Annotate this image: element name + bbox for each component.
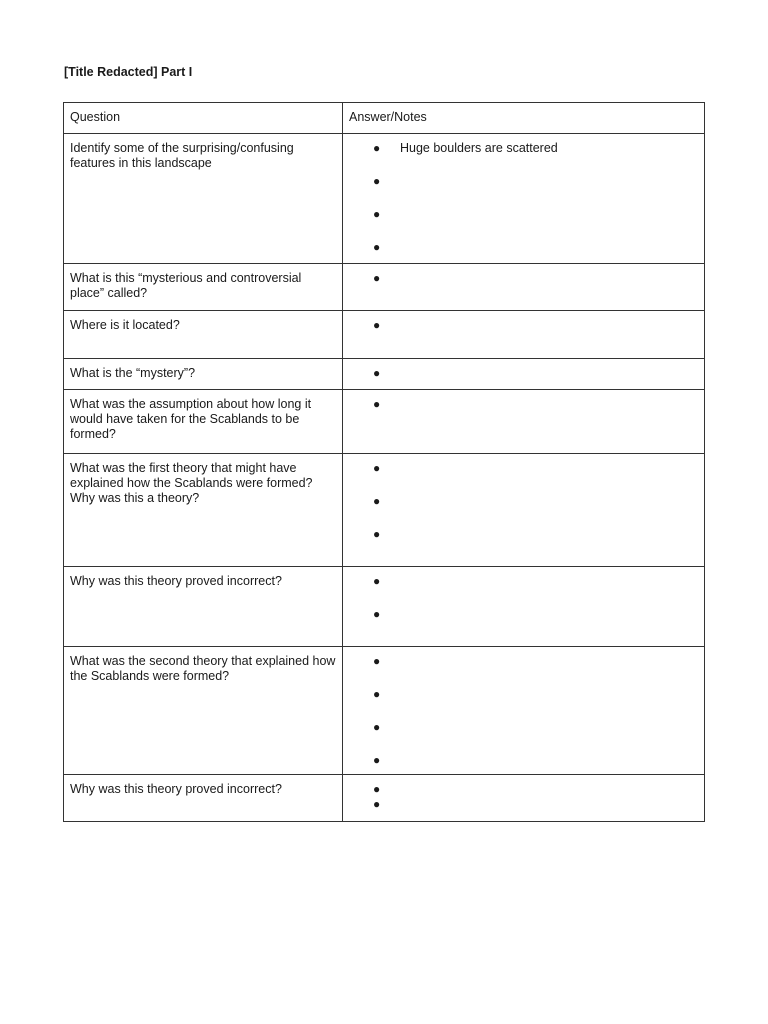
table-row xyxy=(64,775,705,822)
bullet-dot-icon: ● xyxy=(373,207,381,221)
table-row xyxy=(64,134,705,264)
answer-bullet-list xyxy=(349,271,698,286)
bullet-dot-icon: ● xyxy=(373,141,381,155)
answer-bullet-list xyxy=(349,318,698,333)
answer-bullet-list xyxy=(349,397,698,412)
table-row xyxy=(64,647,705,775)
answer-bullet[interactable] xyxy=(373,720,698,735)
answer-bullet-list xyxy=(349,654,698,768)
answer-bullet-list xyxy=(349,574,698,622)
answer-bullet-list xyxy=(349,461,698,542)
answer-bullet-text: Huge boulders are scattered xyxy=(400,141,558,155)
bullet-dot-icon: ● xyxy=(373,687,381,701)
answer-bullet-list xyxy=(349,141,698,255)
table-row xyxy=(64,567,705,647)
answer-cell[interactable] xyxy=(343,775,705,822)
answer-bullet[interactable] xyxy=(373,654,698,669)
answer-bullet[interactable] xyxy=(373,574,698,589)
question-cell: What was the assumption about how long it would have taken for the Scablands to be formed? xyxy=(64,390,343,454)
bullet-dot-icon: ● xyxy=(373,271,381,285)
answer-bullet[interactable] xyxy=(373,527,698,542)
question-cell: What was the first theory that might have explained how the Scablands were formed? Why was this a theory? xyxy=(64,454,343,567)
answer-cell[interactable] xyxy=(343,359,705,390)
answer-bullet-list xyxy=(349,782,698,812)
question-cell: What is the “mystery”? xyxy=(64,359,343,390)
table-row xyxy=(64,454,705,567)
answer-bullet[interactable] xyxy=(373,607,698,622)
bullet-dot-icon: ● xyxy=(373,574,381,588)
table-row xyxy=(64,264,705,311)
answer-bullet[interactable] xyxy=(373,174,698,189)
answer-cell[interactable] xyxy=(343,454,705,567)
table-header-row xyxy=(64,103,705,134)
bullet-dot-icon: ● xyxy=(373,654,381,668)
bullet-dot-icon: ● xyxy=(373,397,381,411)
answer-cell[interactable] xyxy=(343,311,705,359)
header-question: Question xyxy=(64,103,343,134)
bullet-dot-icon: ● xyxy=(373,318,381,332)
question-cell: Why was this theory proved incorrect? xyxy=(64,567,343,647)
bullet-dot-icon: ● xyxy=(373,461,381,475)
qa-table xyxy=(63,102,705,822)
question-cell: Why was this theory proved incorrect? xyxy=(64,775,343,822)
question-cell: What is this “mysterious and controversial place” called? xyxy=(64,264,343,311)
document-title: [Title Redacted] Part I xyxy=(64,65,193,79)
answer-bullet[interactable] xyxy=(373,797,698,812)
bullet-dot-icon: ● xyxy=(373,753,381,767)
answer-cell[interactable] xyxy=(343,647,705,775)
answer-bullet[interactable] xyxy=(373,397,698,412)
answer-cell[interactable] xyxy=(343,264,705,311)
answer-bullet[interactable] xyxy=(373,753,698,768)
bullet-dot-icon: ● xyxy=(373,797,381,811)
answer-bullet[interactable] xyxy=(373,461,698,476)
answer-bullet[interactable] xyxy=(373,366,698,381)
answer-bullet[interactable] xyxy=(373,240,698,255)
table-row xyxy=(64,311,705,359)
table-body xyxy=(64,134,705,822)
answer-bullet[interactable] xyxy=(373,271,698,286)
answer-cell[interactable] xyxy=(343,134,705,264)
answer-bullet[interactable] xyxy=(373,494,698,509)
bullet-dot-icon: ● xyxy=(373,174,381,188)
bullet-dot-icon: ● xyxy=(373,782,381,796)
bullet-dot-icon: ● xyxy=(373,366,381,380)
question-cell: What was the second theory that explained how the Scablands were formed? xyxy=(64,647,343,775)
bullet-dot-icon: ● xyxy=(373,607,381,621)
answer-bullet[interactable] xyxy=(373,141,698,156)
answer-cell[interactable] xyxy=(343,390,705,454)
table-row xyxy=(64,390,705,454)
question-cell: Where is it located? xyxy=(64,311,343,359)
header-answer-notes: Answer/Notes xyxy=(343,103,705,134)
table-row xyxy=(64,359,705,390)
bullet-dot-icon: ● xyxy=(373,720,381,734)
bullet-dot-icon: ● xyxy=(373,527,381,541)
bullet-dot-icon: ● xyxy=(373,494,381,508)
answer-bullet[interactable] xyxy=(373,207,698,222)
bullet-dot-icon: ● xyxy=(373,240,381,254)
answer-bullet[interactable] xyxy=(373,782,698,797)
answer-bullet[interactable] xyxy=(373,687,698,702)
answer-cell[interactable] xyxy=(343,567,705,647)
question-cell: Identify some of the surprising/confusing features in this landscape xyxy=(64,134,343,264)
answer-bullet-list xyxy=(349,366,698,381)
answer-bullet[interactable] xyxy=(373,318,698,333)
